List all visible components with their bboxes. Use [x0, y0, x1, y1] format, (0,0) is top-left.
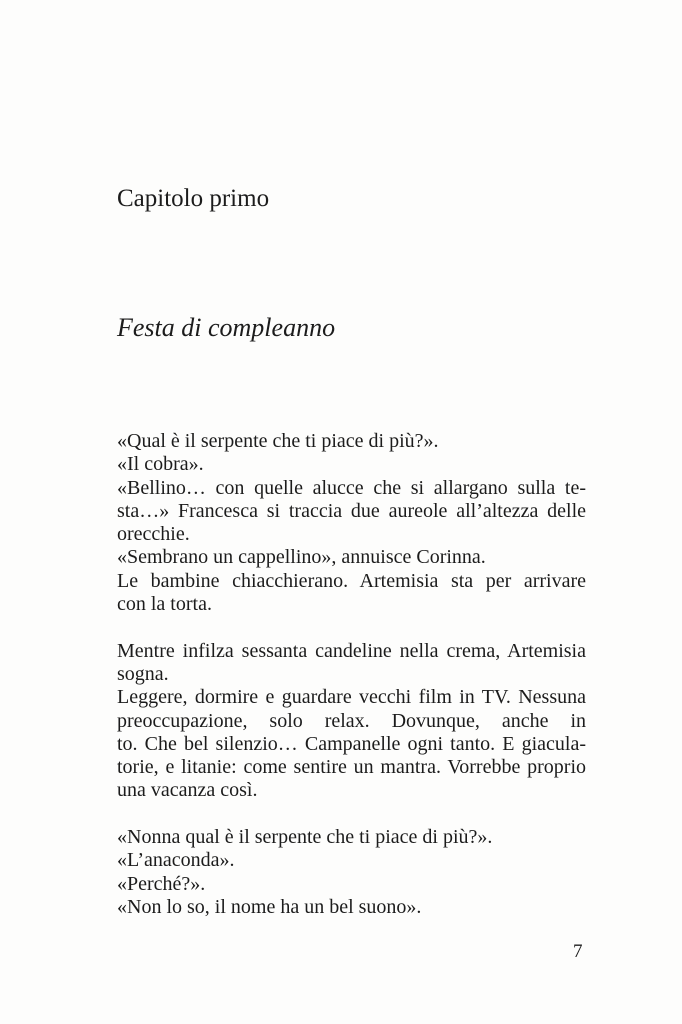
chapter-title: Festa di compleanno: [117, 313, 336, 342]
text-line: «Il cobra».: [117, 453, 204, 476]
paragraph-gap: [117, 616, 586, 639]
text-line: «L’anaconda».: [117, 849, 235, 872]
text-line: «Bellino… con quelle alucce che si allargano sulla te-: [117, 476, 586, 499]
paragraph: [117, 430, 586, 616]
page-number: 7: [573, 941, 583, 962]
text-line: Le bambine chiacchierano. Artemisia sta per arrivare: [117, 569, 586, 592]
text-line: Leggere, dormire e guardare vecchi film in TV. Nessuna: [117, 686, 586, 709]
text-line: «Non lo so, il nome ha un bel suono».: [117, 895, 422, 918]
text-line: una vacanza così.: [117, 779, 258, 802]
paragraph-gap: [117, 803, 586, 826]
text-line: Mentre infilza sessanta candeline nella crema, Artemisia: [117, 639, 586, 662]
text-line: «Sembrano un cappellino», annuisce Corinna.: [117, 546, 486, 569]
text-line: con la torta.: [117, 593, 212, 616]
text-line: sta…» Francesca si traccia due aureole all’altezza delle: [117, 499, 586, 522]
paragraph: [117, 640, 586, 803]
text-line: to. Che bel silenzio… Campanelle ogni tanto. E giacula-: [117, 732, 586, 755]
text-line: torie, e litanie: come sentire un mantra. Vorrebbe proprio: [117, 756, 586, 779]
text-line: «Perché?».: [117, 872, 206, 895]
paragraph: [117, 826, 586, 919]
text-line: «Nonna qual è il serpente che ti piace di più?».: [117, 826, 493, 849]
text-line: preoccupazione, solo relax. Dovunque, anche in: [117, 709, 586, 732]
chapter-label: Capitolo primo: [117, 185, 270, 212]
body-text: [117, 430, 586, 919]
text-line: «Qual è il serpente che ti piace di più?».: [117, 430, 439, 452]
text-line: sogna.: [117, 662, 169, 685]
text-line: orecchie.: [117, 523, 190, 546]
